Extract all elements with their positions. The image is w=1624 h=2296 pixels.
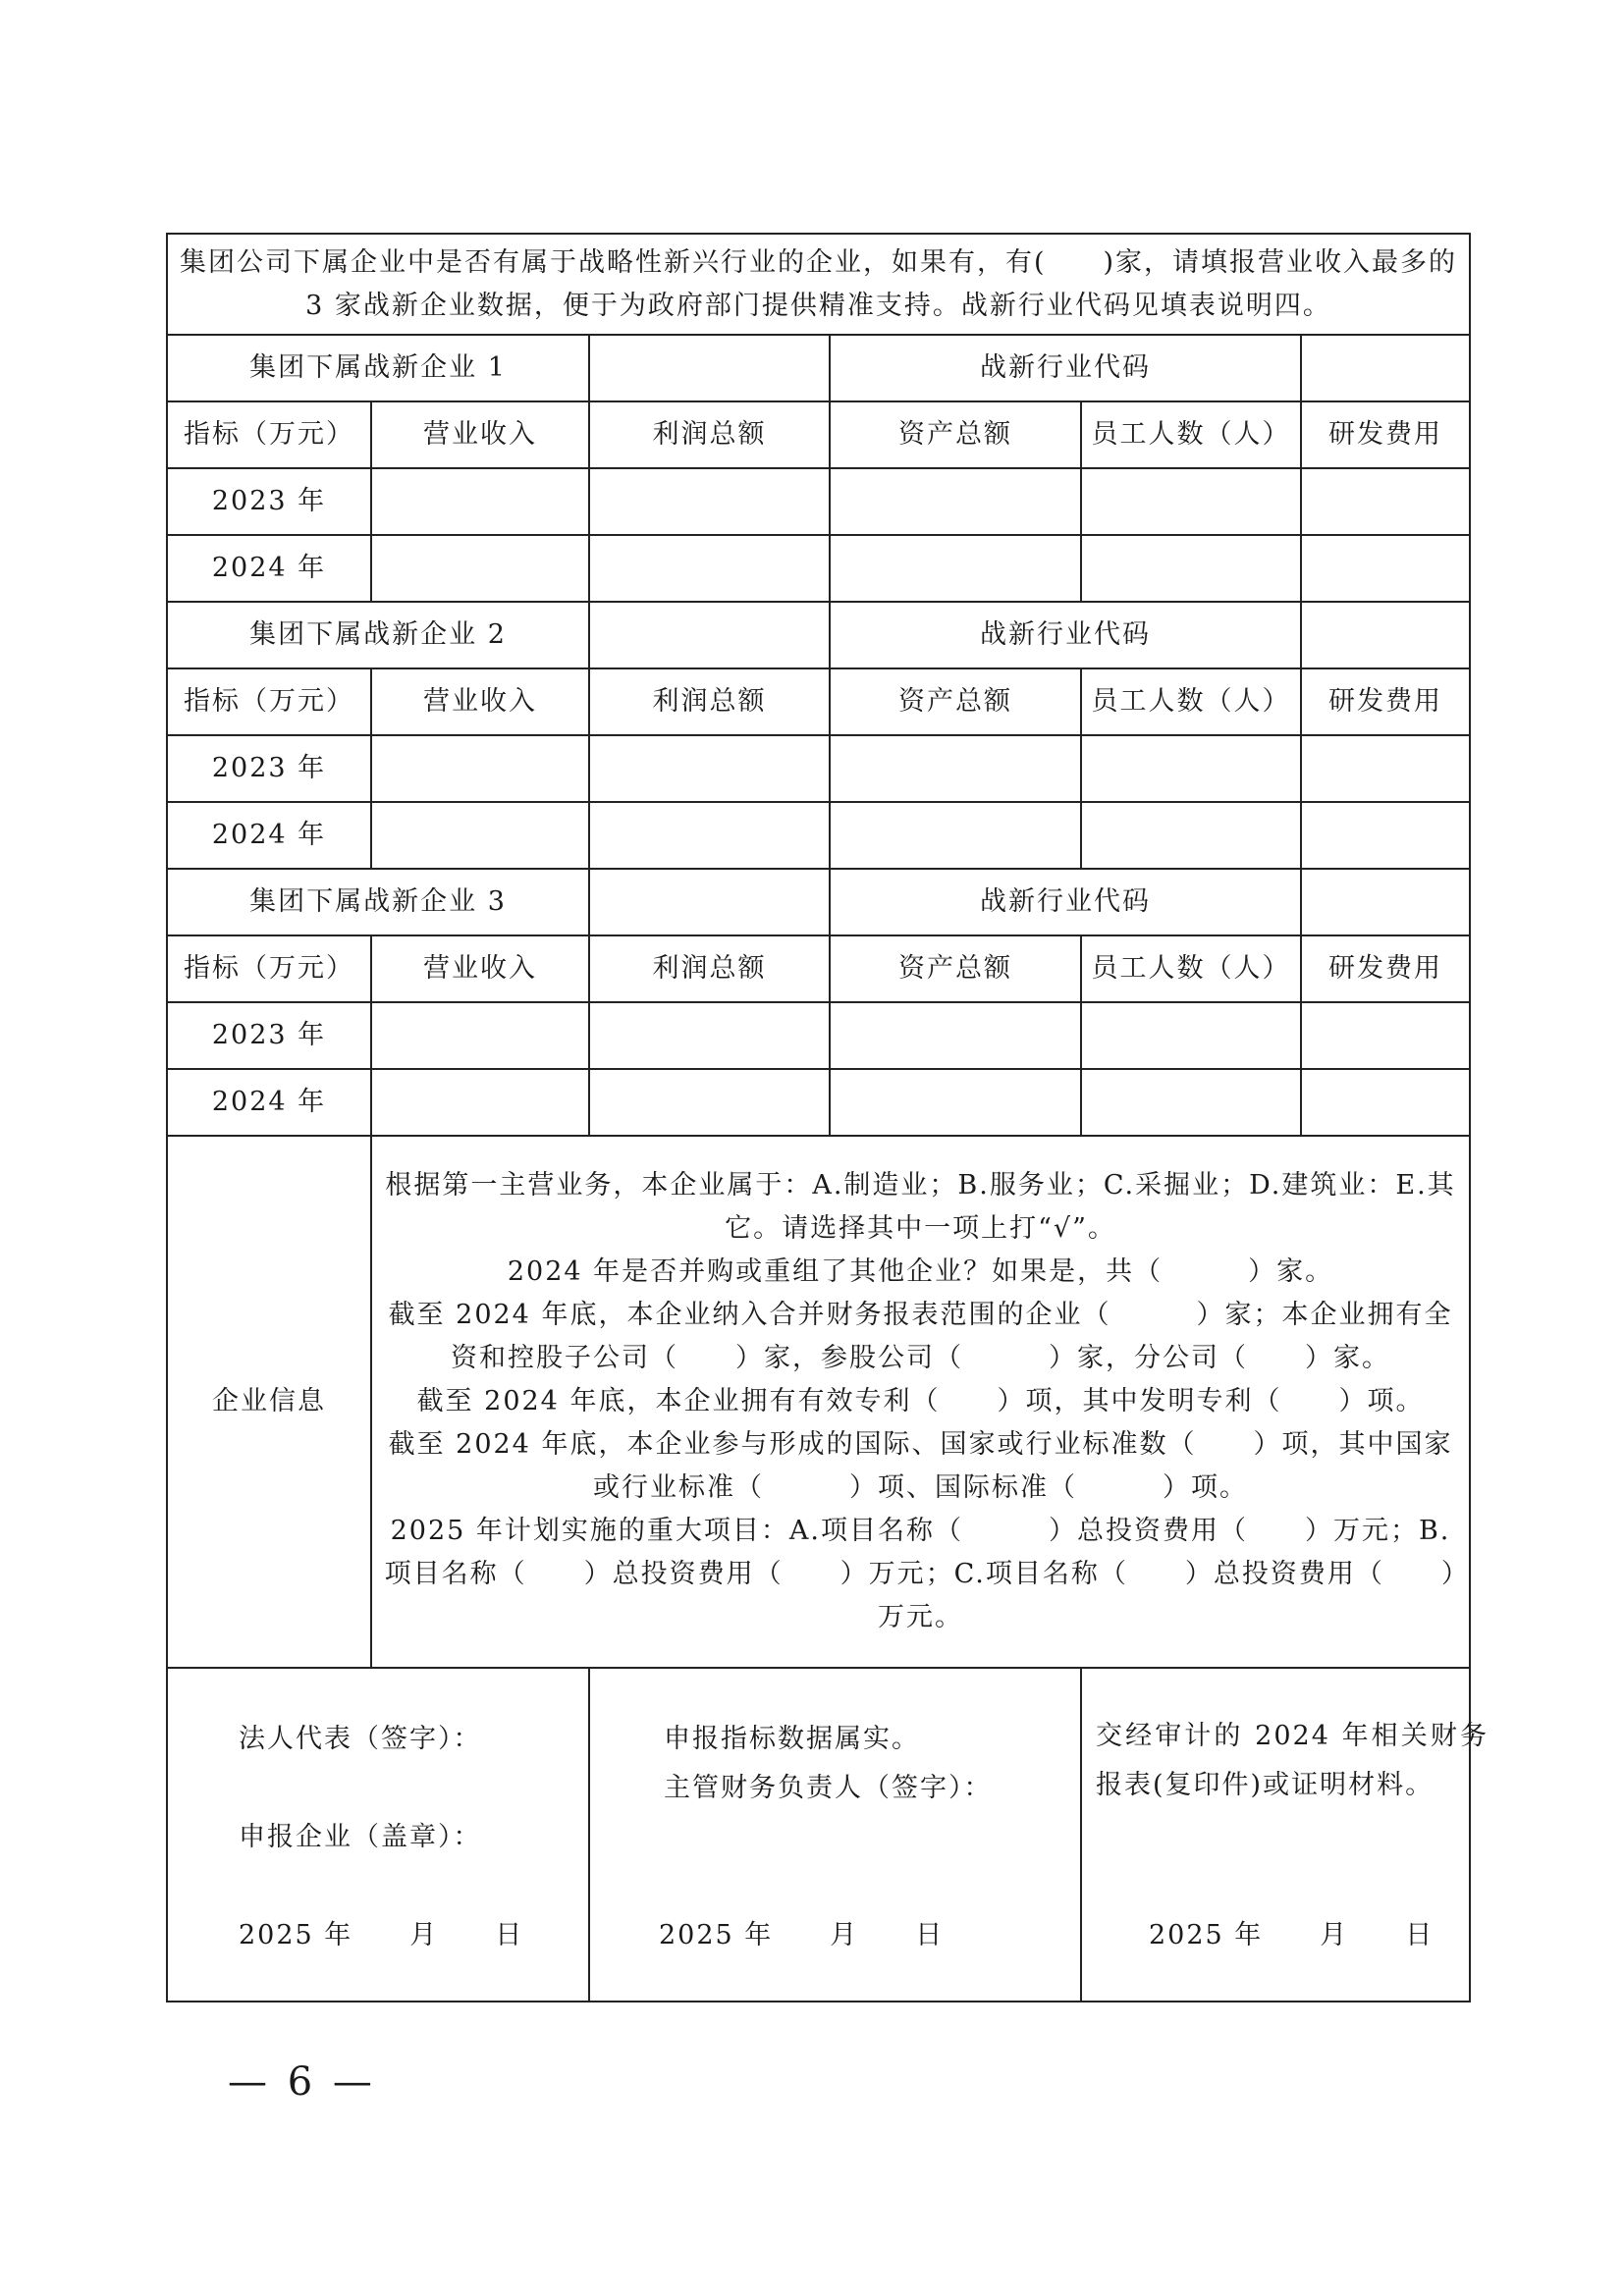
industry-code-label: 战新行业代码 <box>830 335 1301 401</box>
enterprise-info-row <box>167 1136 1470 1668</box>
data-cell[interactable] <box>589 1069 830 1136</box>
year-label: 2023 年 <box>167 735 371 802</box>
data-cell[interactable] <box>830 1069 1081 1136</box>
data-cell[interactable] <box>830 802 1081 869</box>
finance-head-signature: 主管财务负责人（签字）： <box>664 1773 993 1803</box>
year-label: 2023 年 <box>167 468 371 535</box>
info-label: 企业信息 <box>167 1136 371 1668</box>
data-cell[interactable] <box>1081 735 1301 802</box>
data-cell[interactable] <box>830 468 1081 535</box>
year-row <box>167 802 1470 869</box>
year-row <box>167 1069 1470 1136</box>
column-header: 员工人数（人） <box>1081 668 1301 735</box>
enterprise-header-row <box>167 335 1470 401</box>
data-cell[interactable] <box>1301 802 1470 869</box>
info-content <box>371 1136 1470 1668</box>
enterprise-label: 集团下属战新企业 1 <box>167 335 589 401</box>
info-line: 2025 年计划实施的重大项目：A.项目名称（ ）总投资费用（ ）万元；B.项目名称（ ）总投资费用（ ）万元；C.项目名称（ ）总投资费用（ ）万元。 <box>384 1516 1457 1632</box>
data-cell[interactable] <box>1081 1069 1301 1136</box>
date-line: 2025 年 月 日 <box>659 1920 945 1950</box>
signature-cell-finance <box>589 1668 1081 2002</box>
column-header: 研发费用 <box>1301 935 1470 1002</box>
data-cell[interactable] <box>371 802 589 869</box>
signature-cell-audit <box>1081 1668 1489 2002</box>
data-cell[interactable] <box>589 802 830 869</box>
info-line: 2024 年是否并购或重组了其他企业？如果是，共（ ）家。 <box>507 1256 1334 1287</box>
info-line: 根据第一主营业务，本企业属于：A.制造业；B.服务业；C.采掘业；D.建筑业：E.其它。请选择其中一项上打“√”。 <box>385 1170 1456 1244</box>
column-header: 利润总额 <box>589 935 830 1002</box>
info-line: 截至 2024 年底，本企业参与形成的国际、国家或行业标准数（ ）项，其中国家或行业标准（ ）项、国际标准（ ）项。 <box>388 1429 1453 1503</box>
industry-code-label: 战新行业代码 <box>830 602 1301 668</box>
data-cell[interactable] <box>830 735 1081 802</box>
column-header: 营业收入 <box>371 401 589 468</box>
data-cell[interactable] <box>589 535 830 602</box>
data-cell[interactable] <box>1301 535 1470 602</box>
data-cell[interactable] <box>1301 1002 1470 1069</box>
data-cell[interactable] <box>589 468 830 535</box>
data-true-statement: 申报指标数据属实。 <box>664 1724 920 1754</box>
info-line: 截至 2024 年底，本企业拥有有效专利（ ）项，其中发明专利（ ）项。 <box>416 1386 1425 1416</box>
year-label: 2024 年 <box>167 802 371 869</box>
data-cell[interactable] <box>1301 1069 1470 1136</box>
data-cell[interactable] <box>1301 735 1470 802</box>
year-row <box>167 1002 1470 1069</box>
year-label: 2024 年 <box>167 1069 371 1136</box>
audit-note: 交经审计的 2024 年相关财务报表(复印件)或证明材料。 <box>1096 1721 1489 1800</box>
year-row <box>167 535 1470 602</box>
enterprise-label: 集团下属战新企业 3 <box>167 869 589 935</box>
column-header: 指标（万元） <box>167 935 371 1002</box>
column-header: 指标（万元） <box>167 401 371 468</box>
data-cell[interactable] <box>1081 1002 1301 1069</box>
enterprise-name-field[interactable] <box>589 602 830 668</box>
year-label: 2024 年 <box>167 535 371 602</box>
enterprise-label: 集团下属战新企业 2 <box>167 602 589 668</box>
column-header: 研发费用 <box>1301 401 1470 468</box>
data-cell[interactable] <box>1301 468 1470 535</box>
signature-cell-legal <box>167 1668 589 2002</box>
industry-code-field[interactable] <box>1301 335 1470 401</box>
data-cell[interactable] <box>589 735 830 802</box>
application-form-table <box>166 233 1489 2002</box>
column-header: 研发费用 <box>1301 668 1470 735</box>
column-header: 营业收入 <box>371 935 589 1002</box>
indicator-header-row <box>167 935 1470 1002</box>
data-cell[interactable] <box>371 535 589 602</box>
column-header: 资产总额 <box>830 935 1081 1002</box>
data-cell[interactable] <box>371 735 589 802</box>
legal-rep-signature: 法人代表（签字）： <box>239 1724 482 1754</box>
info-line: 截至 2024 年底，本企业纳入合并财务报表范围的企业（ ）家；本企业拥有全资和控股子公司（ ）家，参股公司（ ）家，分公司（ ）家。 <box>388 1300 1453 1373</box>
column-header: 利润总额 <box>589 401 830 468</box>
column-header: 营业收入 <box>371 668 589 735</box>
data-cell[interactable] <box>830 1002 1081 1069</box>
industry-code-field[interactable] <box>1301 602 1470 668</box>
indicator-header-row <box>167 401 1470 468</box>
company-seal: 申报企业（盖章）： <box>239 1822 482 1852</box>
column-header: 资产总额 <box>830 668 1081 735</box>
column-header: 指标（万元） <box>167 668 371 735</box>
data-cell[interactable] <box>830 535 1081 602</box>
data-cell[interactable] <box>1081 802 1301 869</box>
industry-code-field[interactable] <box>1301 869 1470 935</box>
page-number: — 6 — <box>228 2059 376 2105</box>
data-cell[interactable] <box>371 468 589 535</box>
data-cell[interactable] <box>1081 535 1301 602</box>
date-line: 2025 年 月 日 <box>1149 1920 1435 1950</box>
column-header: 利润总额 <box>589 668 830 735</box>
year-label: 2023 年 <box>167 1002 371 1069</box>
year-row <box>167 468 1470 535</box>
year-row <box>167 735 1470 802</box>
column-header: 员工人数（人） <box>1081 935 1301 1002</box>
indicator-header-row <box>167 668 1470 735</box>
data-cell[interactable] <box>371 1002 589 1069</box>
enterprise-name-field[interactable] <box>589 335 830 401</box>
signature-row <box>167 1668 1470 2002</box>
industry-code-label: 战新行业代码 <box>830 869 1301 935</box>
data-cell[interactable] <box>371 1069 589 1136</box>
date-line: 2025 年 月 日 <box>239 1920 524 1950</box>
intro-text: 集团公司下属企业中是否有属于战略性新兴行业的企业，如果有，有( )家，请填报营业收入最多的 3 家战新企业数据，便于为政府部门提供精准支持。战新行业代码见填表说明四。 <box>167 234 1470 335</box>
column-header: 资产总额 <box>830 401 1081 468</box>
column-header: 员工人数（人） <box>1081 401 1301 468</box>
data-cell[interactable] <box>1081 468 1301 535</box>
enterprise-header-row <box>167 869 1470 935</box>
data-cell[interactable] <box>589 1002 830 1069</box>
enterprise-header-row <box>167 602 1470 668</box>
enterprise-name-field[interactable] <box>589 869 830 935</box>
